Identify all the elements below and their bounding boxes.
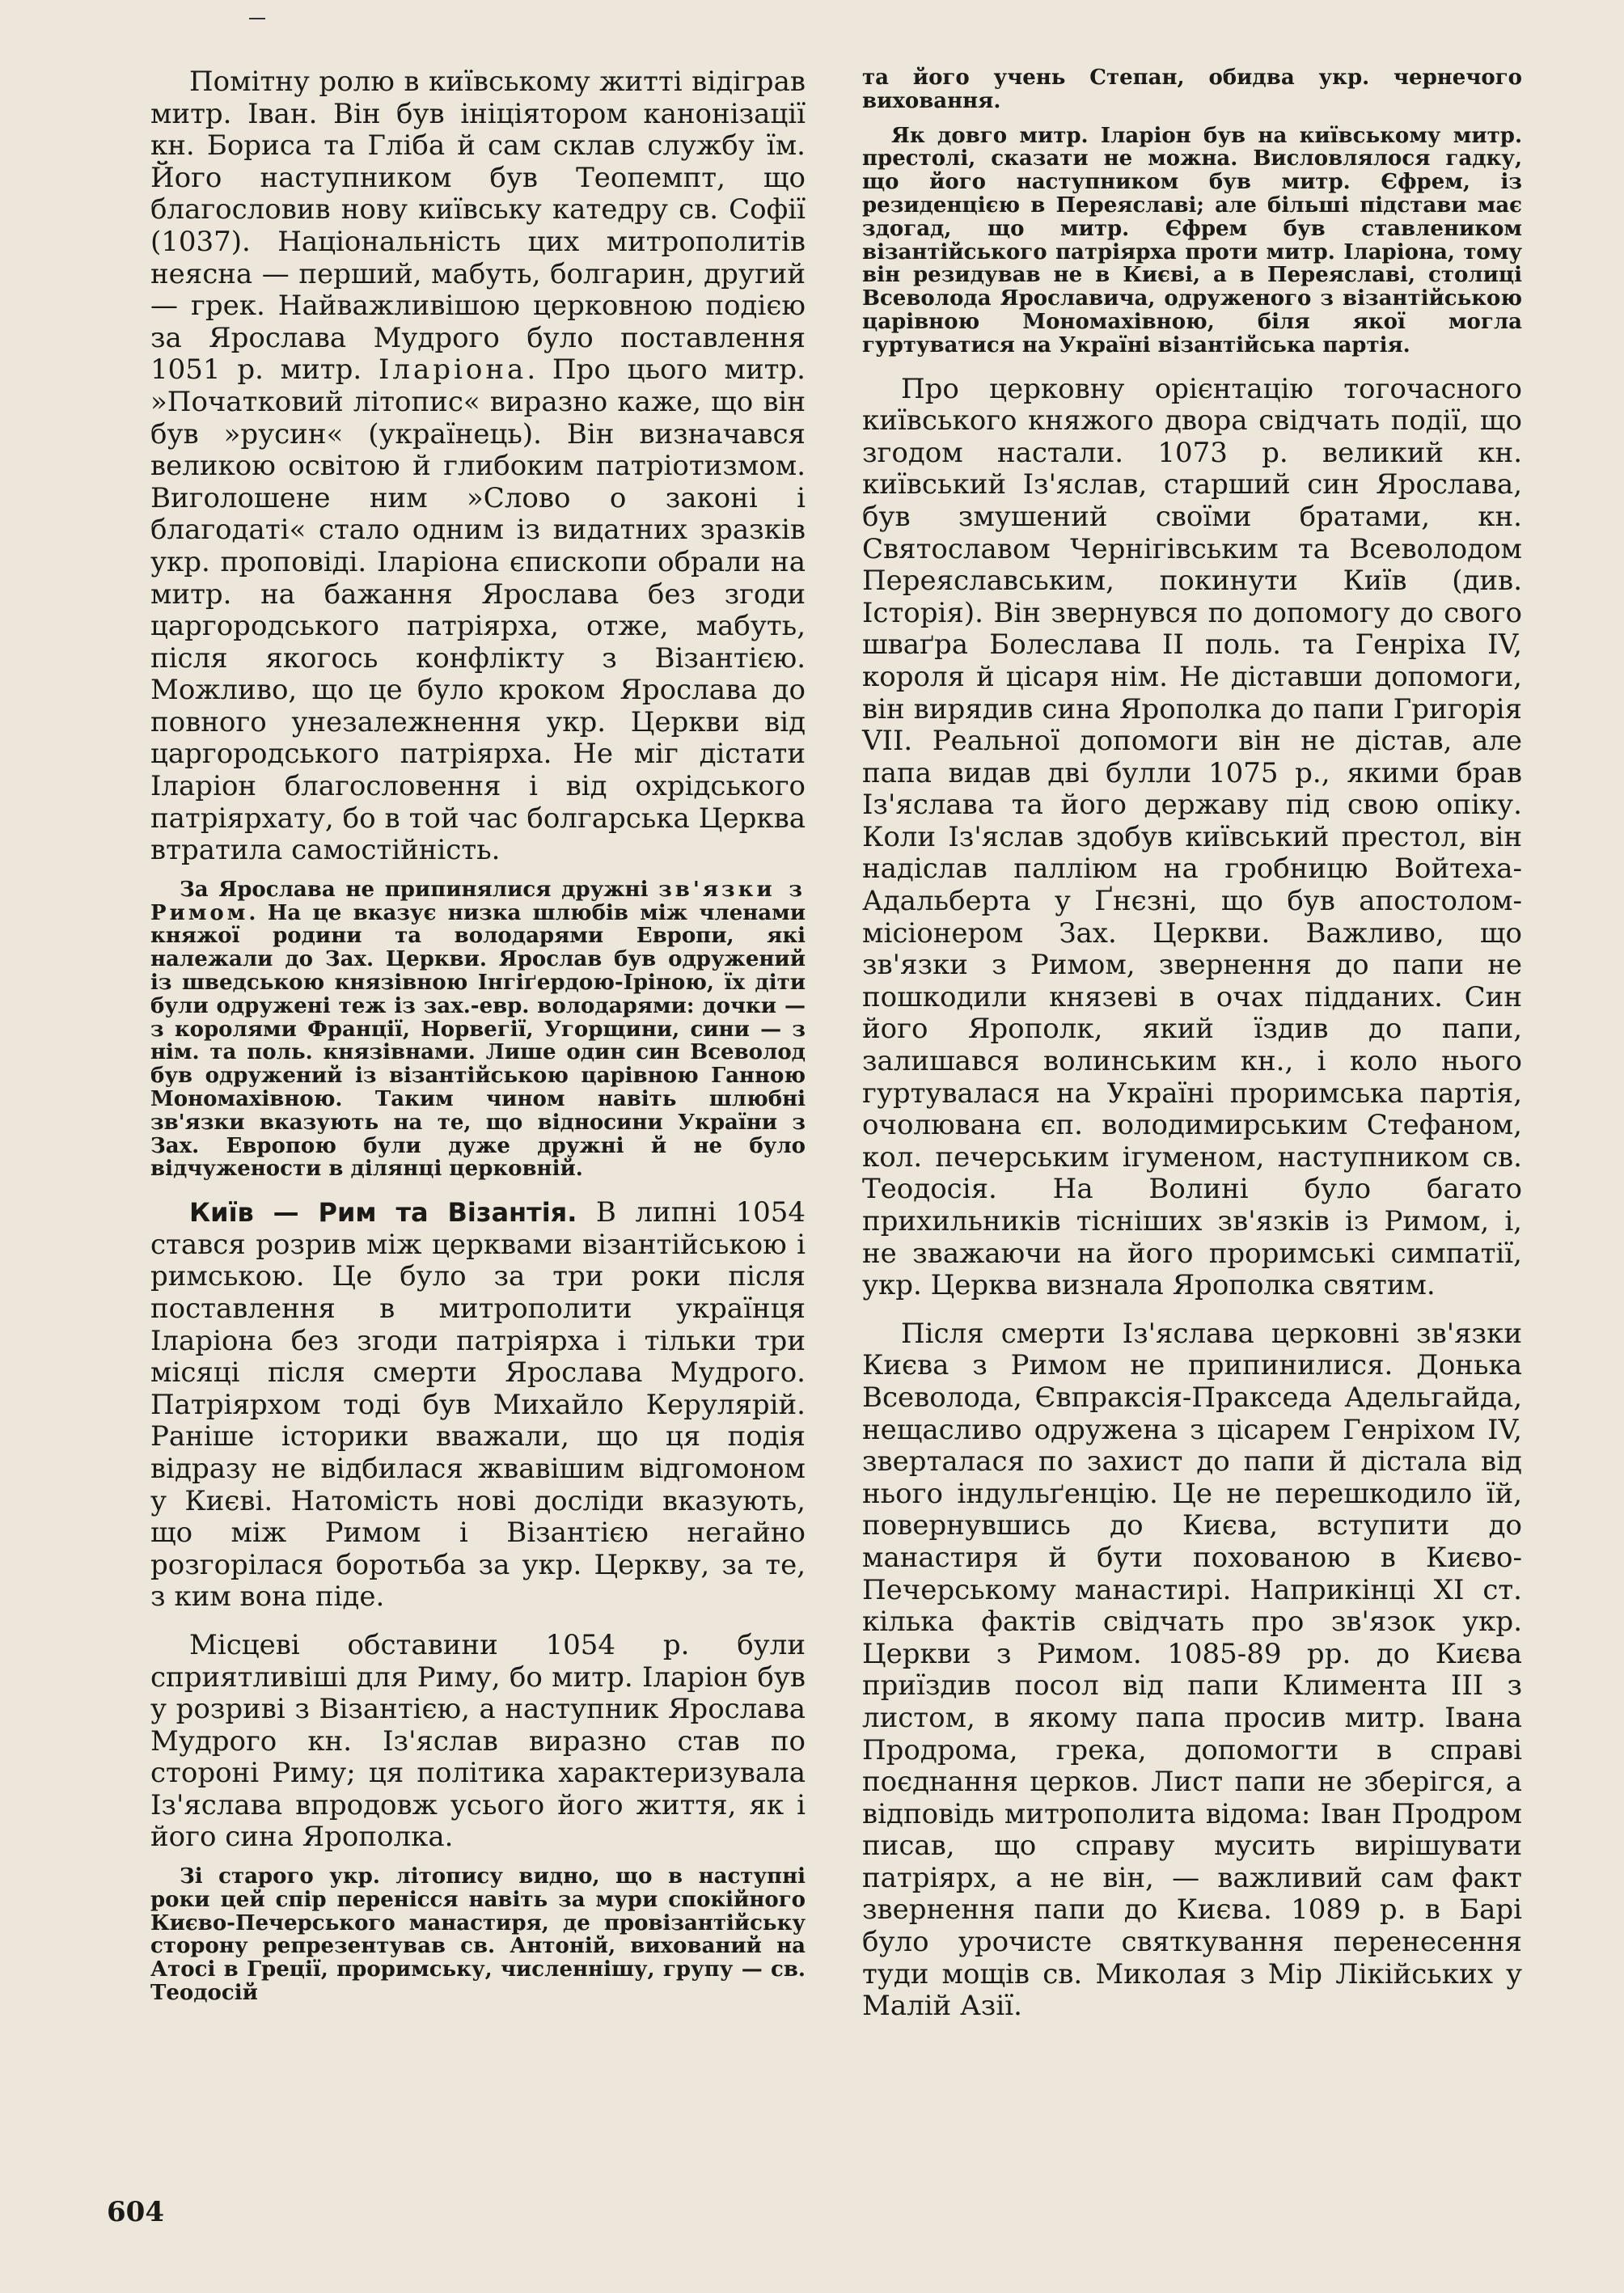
note-pechersk: Зі старого укр. літопису видно, що в наступні роки цей спір перенісся навіть за мури спокійного Києво-Печерського манастиря, де провізантійську сторону репрезентував св. Антоній, вихований на Атосі в Греції, проримську, численнішу, групу — св. Теодосій — [150, 1864, 806, 2006]
scan-mark — [249, 18, 265, 19]
paragraph-after-izyaslav: Після смерти Із'яслава церковні зв'язки Києва з Римом не припинилися. Донька Всеволода, Євпраксія-Пракседа Адельгайда, нещасливо одружена з цісарем Генріхом IV, зверталася по захист до папи й дістала від нього індульґенцію. Це не перешкодило їй, повернувшись до Києва, вступити до манастиря й бути похованою в Києво-Печерському манастирі. Наприкінці XI ст. кілька фактів свідчать про зв'язок укр. Церкви з Римом. 1085-89 рр. до Києва приїздив посол від папи Климента III з листом, в якому папа просив митр. Івана Продрома, грека, допомогти в справі поєднання церков. Лист папи не зберігся, а відповідь митрополита відома: Іван Продром писав, що справу мусить вирішувати патріярх, а не він, — важливий сам факт звернення папи до Києва. 1089 р. в Барі було урочисте святкування перенесення туди мощів св. Миколая з Мір Лікійських у Малій Азії. — [862, 1317, 1522, 2023]
left-column — [150, 66, 806, 2005]
right-column — [862, 66, 1522, 2023]
page-number: 604 — [107, 2196, 164, 2228]
paragraph-local-circumstances: Місцеві обставини 1054 р. були сприятливіші для Риму, бо митр. Іларіон був у розриві з Візантією, а наступник Ярослава Мудрого кн. Із'яслав виразно став по стороні Риму; ця політика характеризувала Із'яслава впродовж усього його життя, як і його сина Ярополка. — [150, 1628, 806, 1854]
name-ilarion: Іларіона — [378, 353, 527, 387]
paragraph-schism: Київ — Рим та Візантія. В липні 1054 стався розрив між церквами візантійською і римською. Це було за три роки після поставлення в митрополити українця Іларіона без згоди патріярха і тільки три місяці після смерти Ярослава Мудрого. Патріярхом тоді був Михайло Керулярій. Раніше історики вважали, що ця подія відразу не відбилася жвавішим відгомоном у Києві. Натомість нові досліди вказують, що між Римом і Візантією негайно розгорілася боротьба за укр. Церкву, за те, з ким вона піде. — [150, 1196, 806, 1614]
paragraph-court-orientation: Про церковну орієнтацію тогочасного київського княжого двора свідчать події, що згодом настали. 1073 р. великий кн. київський Із'яслав, старший син Ярослава, був змушений своїми братами, кн. Святославом Чернігівським та Всеволодом Переяславським, покинути Київ (див. Історія). Він звернувся по допомогу до свого шваґра Болеслава II поль. та Генріха IV, короля й цісаря нім. Не діставши допомоги, він вирядив сина Ярополка до папи Григорія VII. Реальної допомоги він не дістав, але папа видав дві булли 1075 р., якими брав Із'яслава та його державу під свою опіку. Коли Із'яслав здобув київський престол, він надіслав палліюм на гробницю Войтеха-Адальберта у Ґнєзні, що був апостолом-місіонером Зах. Церкви. Важливо, що зв'язки з Римом, звернення до папи не пошкодили князеві в очах підданих. Син його Ярополк, який їздив до папи, залишався волинським кн., і коло нього гуртувалася на Україні проримська партія, очолювана єп. володимирським Стефаном, кол. печерським ігуменом, наступником св. Теодосія. На Волині було багато прихильників тісніших зв'язків із Римом, і, не зважаючи на його проримські симпатії, укр. Церква визнала Ярополка святим. — [862, 372, 1522, 1302]
spaced-rome-ties: зв'язки з Римом — [150, 877, 806, 925]
note-marriages: За Ярослава не припинялися дружні зв'язки з Римом. На це вказує низка шлюбів між членами княжої родини та володарями Европи, які належали до Зах. Церкви. Ярослав був одружений із шведською князівною Інгіґердою-Іріною, їх діти були одружені теж із зах.-евр. володарями: дочки — з королями Франції, Норвегії, Угорщини, сини — з нім. та поль. князівнами. Лише один син Всеволод був одружений із візантійською царівною Ганною Мономахівною. Таким чином навіть шлюбні зв'язки вказують на те, що відносини України з Зах. Европою були дуже дружні й не було відчужености в ділянці церковній. — [150, 877, 806, 1182]
note-yefrem: Як довго митр. Іларіон був на київському митр. престолі, сказати не можна. Висловлялося гадку, що його наступником був митр. Єфрем, із резиденцією в Переяславі; але більші підстави має здогад, що митр. Єфрем був ставлеником візантійського патріярха проти митр. Іларіона, тому він резидував не в Києві, а в Переяславі, столиці Всеволода Ярославича, одруженого з візантійською царівною Мономахівною, біля якої могла гуртуватися на Україні візантійська партія. — [862, 123, 1522, 357]
paragraph-metropolitans: Помітну ролю в київському житті відіграв митр. Іван. Він був ініціятором канонізації кн. Бориса та Гліба й сам склав службу їм. Його наступником був Теопемпт, що благословив нову київську катедру св. Софії (1037). Національність цих митрополитів неясна — перший, мабуть, болгарин, другий — грек. Найважливішою церковною подією за Ярослава Мудрого було поставлення 1051 р. митр. Іларіона. Про цього митр. »Початковий літопис« виразно каже, що він був »русин« (українець). Він визначався великою освітою й глибоким патріотизмом. Виголошене ним »Слово о законі і благодаті« стало одним із видатних зразків укр. проповіді. Іларіона єпископи обрали на митр. на бажання Ярослава без згоди царгородського патріярха, отже, мабуть, після якогось конфлікту з Візантією. Можливо, що це було кроком Ярослава до повного унезалежнення укр. Церкви від царгородського патріярха. Не міг дістати Іларіон благословення і від охрідського патріярхату, бо в той час болгарська Церква втратила самостійність. — [150, 66, 806, 867]
note-pechersk-continued: та його учень Степан, обидва укр. чернечого виховання. — [862, 66, 1522, 113]
section-heading: Київ — Рим та Візантія. — [189, 1197, 577, 1229]
